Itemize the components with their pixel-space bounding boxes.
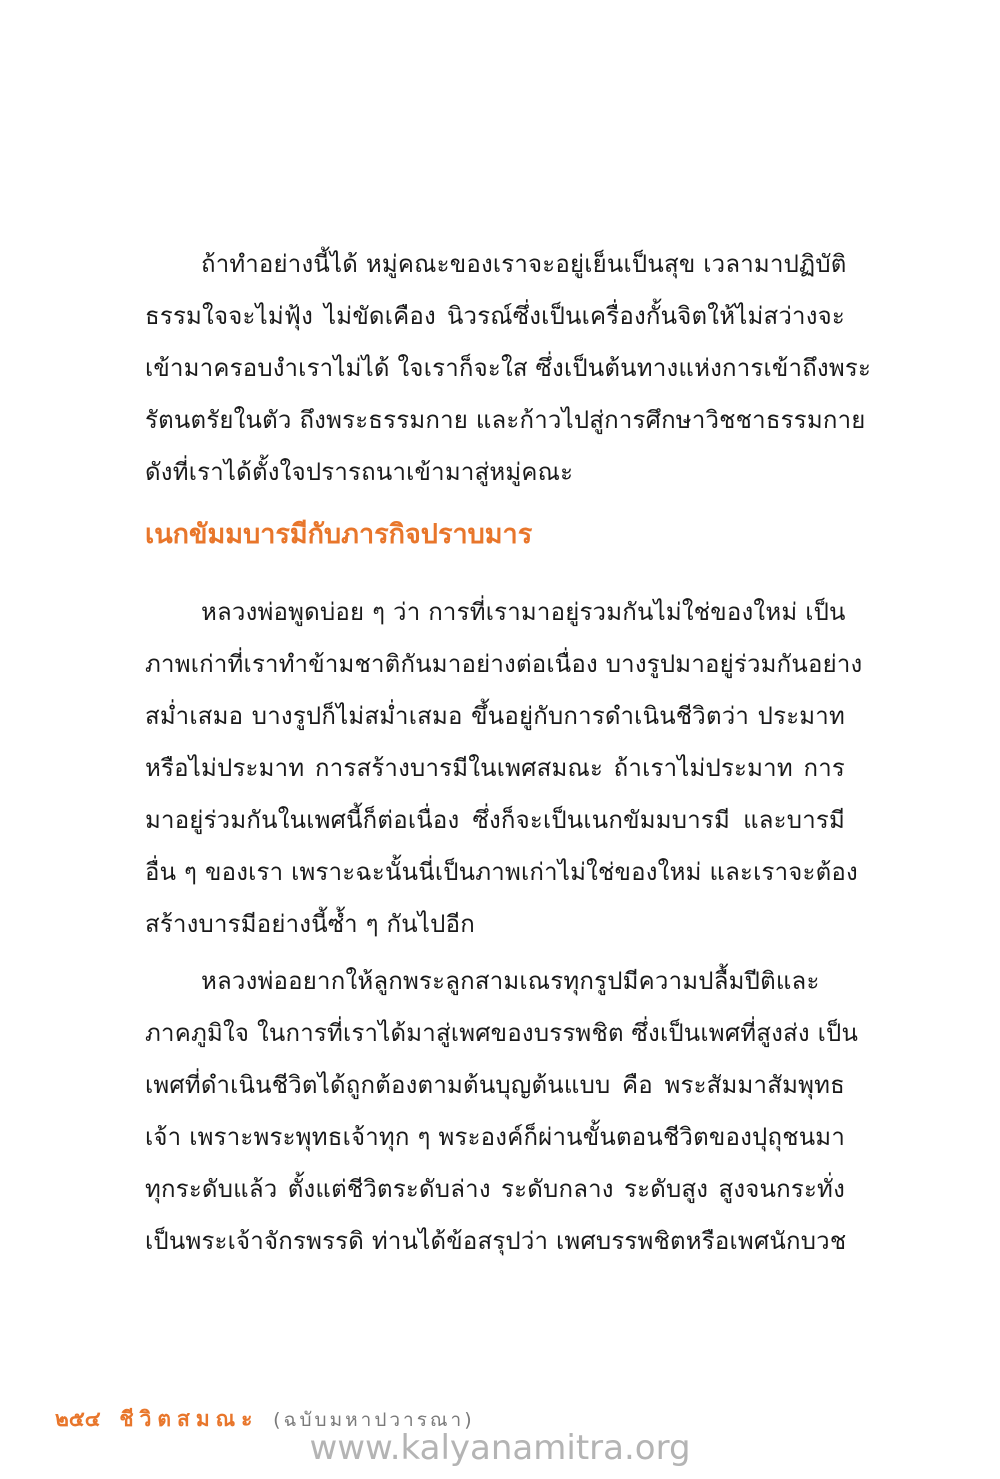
- paragraph-line: ดังที่เราได้ตั้งใจปรารถนาเข้ามาสู่หมู่คณะ: [145, 458, 574, 486]
- paragraph-line: เพศที่ดำเนินชีวิตได้ถูกต้องตามต้นบุญต้นแบบ คือ พระสัมมาสัมพุทธ: [145, 1071, 845, 1099]
- paragraph-line: มาอยู่ร่วมกันในเพศนี้ก็ต่อเนื่อง ซึ่งก็จะเป็นเนกขัมมบารมี และบารมี: [145, 806, 845, 834]
- paragraph-line: รัตนตรัยในตัว ถึงพระธรรมกาย และก้าวไปสู่การศึกษาวิชชาธรรมกาย: [145, 406, 866, 434]
- paragraph-line: เจ้า เพราะพระพุทธเจ้าทุก ๆ พระองค์ก็ผ่านขั้นตอนชีวิตของปุถุชนมา: [145, 1123, 845, 1151]
- paragraph-line: เข้ามาครอบงำเราไม่ได้ ใจเราก็จะใส ซึ่งเป็นต้นทางแห่งการเข้าถึงพระ: [145, 354, 872, 382]
- paragraph-line: ทุกระดับแล้ว ตั้งแต่ชีวิตระดับล่าง ระดับกลาง ระดับสูง สูงจนกระทั่ง: [145, 1175, 845, 1203]
- paragraph-line: เป็นพระเจ้าจักรพรรดิ ท่านได้ข้อสรุปว่า เพศบรรพชิตหรือเพศนักบวช: [145, 1227, 847, 1255]
- paragraph-line: ภาคภูมิใจ ในการที่เราได้มาสู่เพศของบรรพชิต ซึ่งเป็นเพศที่สูงส่ง เป็น: [145, 1019, 859, 1047]
- page-number: ๒๕๔: [55, 1407, 101, 1431]
- watermark-url: www.kalyanamitra.org: [309, 1428, 691, 1468]
- paragraph-line: ธรรมใจจะไม่ฟุ้ง ไม่ขัดเคือง นิวรณ์ซึ่งเป็นเครื่องกั้นจิตให้ไม่สว่างจะ: [145, 302, 845, 330]
- paragraph-line: สร้างบารมีอย่างนี้ซ้ำ ๆ กันไปอีก: [145, 910, 475, 938]
- paragraph-line: ภาพเก่าที่เราทำข้ามชาติกันมาอย่างต่อเนื่อง บางรูปมาอยู่ร่วมกันอย่าง: [145, 650, 863, 678]
- paragraph-line: อื่น ๆ ของเรา เพราะฉะนั้นนี่เป็นภาพเก่าไม่ใช่ของใหม่ และเราจะต้อง: [145, 858, 858, 886]
- paragraph-line: สม่ำเสมอ บางรูปก็ไม่สม่ำเสมอ ขึ้นอยู่กับการดำเนินชีวิตว่า ประมาท: [145, 702, 845, 730]
- paragraph-1: [145, 238, 872, 498]
- paragraph-line: หลวงพ่อพูดบ่อย ๆ ว่า การที่เรามาอยู่รวมกันไม่ใช่ของใหม่ เป็น: [201, 598, 846, 626]
- edition-label: (ฉบับมหาปวารณา): [273, 1409, 475, 1431]
- paragraph-line: หรือไม่ประมาท การสร้างบารมีในเพศสมณะ ถ้าเราไม่ประมาท การ: [145, 754, 845, 782]
- paragraph-line: ถ้าทำอย่างนี้ได้ หมู่คณะของเราจะอยู่เย็นเป็นสุข เวลามาปฏิบัติ: [201, 250, 847, 278]
- book-title: ชีวิตสมณะ: [119, 1407, 259, 1431]
- paragraph-2: [145, 586, 863, 950]
- section-heading: เนกขัมมบารมีกับภารกิจปราบมาร: [145, 519, 533, 550]
- paragraph-3: [145, 955, 859, 1267]
- paragraph-line: หลวงพ่ออยากให้ลูกพระลูกสามเณรทุกรูปมีความปลื้มปีติและ: [201, 967, 820, 995]
